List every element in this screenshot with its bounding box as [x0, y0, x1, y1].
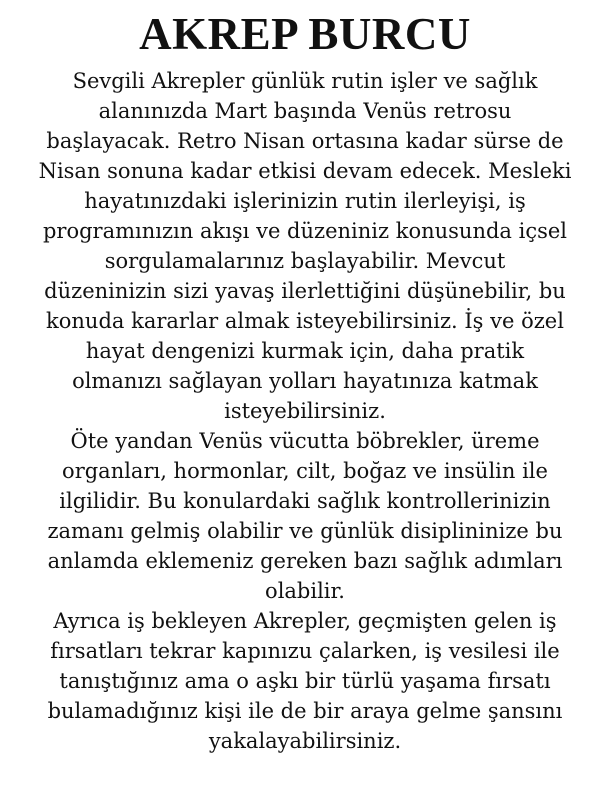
text-line: isteyebilirsiniz. [224, 399, 386, 423]
text-line: Öte yandan Venüs vücutta böbrekler, üreme [70, 429, 540, 453]
document-title: AKREP BURCU [139, 9, 471, 59]
paragraph-3 [14, 606, 596, 756]
text-line: başlayacak. Retro Nisan ortasına kadar sürse de [46, 129, 564, 153]
text-line: hayat dengenizi kurmak için, daha pratik [85, 339, 525, 363]
paragraph-2 [14, 426, 596, 606]
text-line: tanıştığınız ama o aşkı bir türlü yaşama fırsatı [59, 669, 551, 693]
text-line: bulamadığınız kişi ile de bir araya gelme şansını [47, 699, 563, 723]
text-line: yakalayabilirsiniz. [208, 729, 402, 753]
paragraph-1 [14, 66, 596, 426]
text-line: anlamda eklemeniz gereken bazı sağlık adımları [47, 549, 563, 573]
text-line: hayatınızdaki işlerinizin rutin ilerleyişi, iş [84, 189, 526, 213]
text-line: alanınızda Mart başında Venüs retrosu [98, 99, 512, 123]
text-line: konuda kararlar almak isteyebilirsiniz. İş ve özel [46, 309, 564, 333]
text-line: Ayrıca iş bekleyen Akrepler, geçmişten gelen iş [53, 609, 557, 633]
text-line: organları, hormonlar, cilt, boğaz ve insülin ile [62, 459, 548, 483]
text-line: düzeninizin sizi yavaş ilerlettiğini düşünebilir, bu [44, 279, 566, 303]
text-line: programınızın akışı ve düzeniniz konusunda içsel [42, 219, 568, 243]
text-line: olmanızı sağlayan yolları hayatınıza katmak [72, 369, 538, 393]
text-line: Nisan sonuna kadar etkisi devam edecek. Mesleki [38, 159, 572, 183]
text-line: zamanı gelmiş olabilir ve günlük disiplininize bu [47, 519, 563, 543]
text-line: fırsatları tekrar kapınızu çalarken, iş vesilesi ile [50, 639, 560, 663]
text-line: sorgulamalarınız başlayabilir. Mevcut [104, 249, 506, 273]
text-line: ilgilidir. Bu konulardaki sağlık kontrollerinizin [59, 489, 551, 513]
text-line: Sevgili Akrepler günlük rutin işler ve sağlık [72, 69, 538, 93]
text-line: olabilir. [265, 579, 345, 603]
